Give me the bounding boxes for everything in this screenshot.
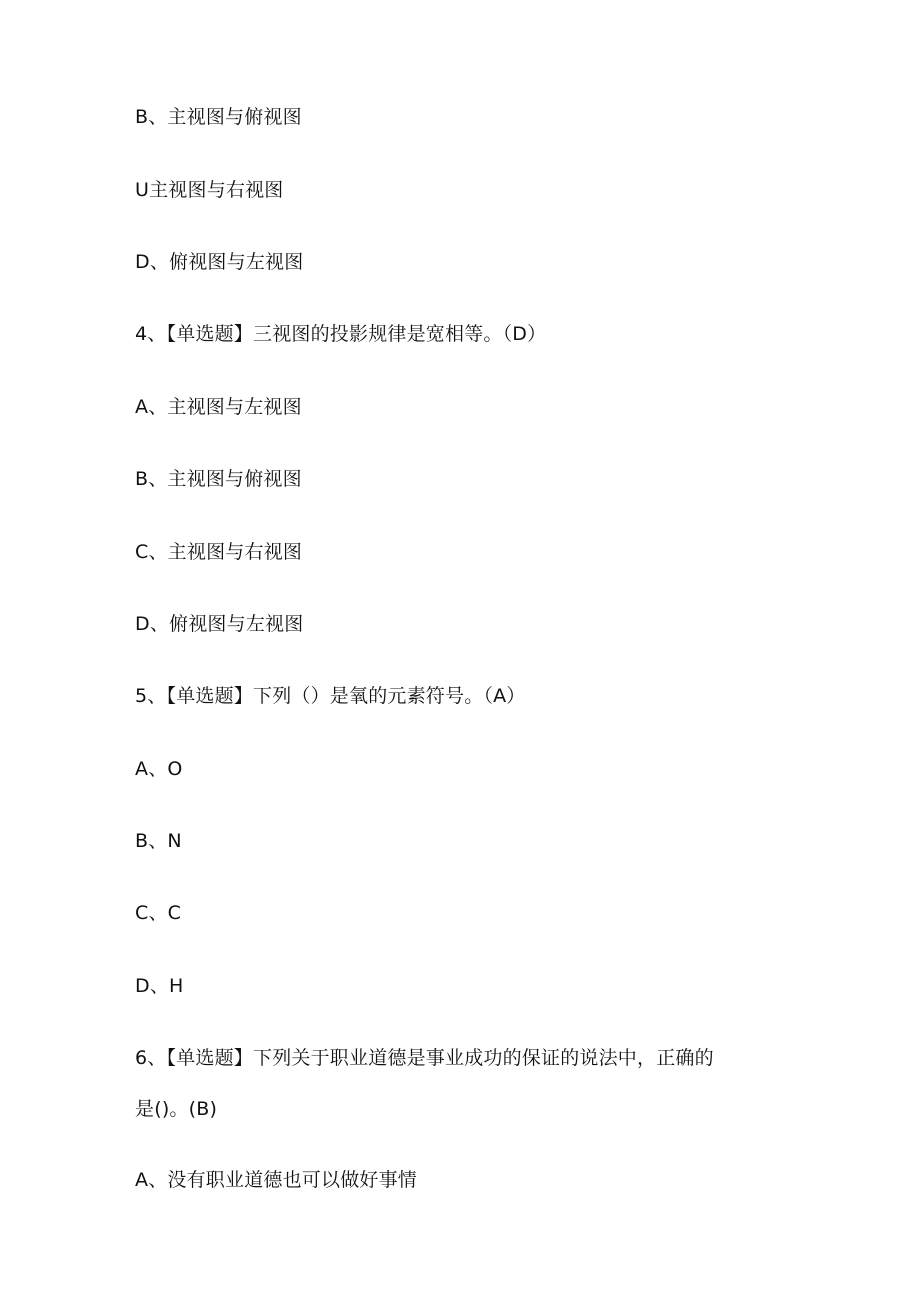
- q5-option-d: D、H: [135, 975, 184, 997]
- option-c-line: U主视图与右视图: [135, 179, 284, 201]
- question-6-line-1: 6、【单选题】下列关于职业道德是事业成功的保证的说法中，正确的: [135, 1047, 714, 1069]
- question-5: 5、【单选题】下列（）是氧的元素符号。（A）: [135, 685, 526, 707]
- q5-option-c: C、C: [135, 902, 182, 924]
- q4-option-b: B、主视图与俯视图: [135, 468, 302, 490]
- q6-option-a: A、没有职业道德也可以做好事情: [135, 1169, 417, 1191]
- q4-option-d: D、俯视图与左视图: [135, 613, 304, 635]
- option-d-line: D、俯视图与左视图: [135, 251, 304, 273]
- q5-option-b: B、N: [135, 830, 182, 852]
- q4-option-a: A、主视图与左视图: [135, 396, 302, 418]
- option-b-line: B、主视图与俯视图: [135, 106, 302, 128]
- q4-option-c: C、主视图与右视图: [135, 541, 303, 563]
- q5-option-a: A、O: [135, 758, 183, 780]
- question-6-line-2: 是()。(B): [135, 1098, 218, 1120]
- question-4: 4、【单选题】三视图的投影规律是宽相等。（D）: [135, 323, 547, 345]
